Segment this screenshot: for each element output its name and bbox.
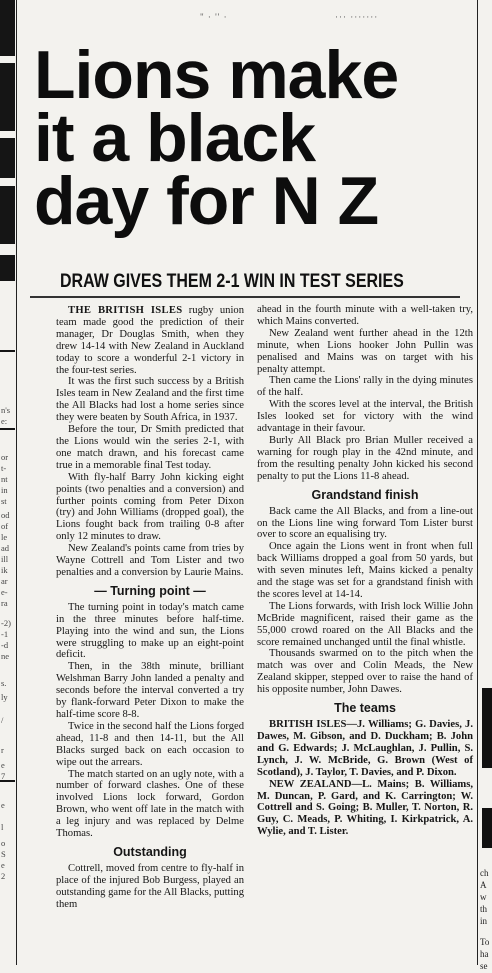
paragraph <box>56 305 244 376</box>
margin-fragment: ra <box>1 598 8 608</box>
ink-block <box>0 255 15 281</box>
paragraph: With fly-half Barry John kicking eight points (two penalties and a conversion) and further points coming from Peter Dixon (try) and John Williams (dropped goal), the Lions fought back from trailing 0-8 after only 12 minutes to draw. <box>56 471 244 543</box>
article-column-left <box>56 305 244 911</box>
margin-fragment: -2) <box>1 618 11 628</box>
margin-fragment: le <box>1 532 8 542</box>
paragraph: The match started on an ugly note, with a number of forward clashes. One of these involved Lions lock forward, Gordon Brown, who went off late in the match with a leg injury and was replaced by Delme Thomas. <box>56 768 244 840</box>
team-players: —L. Mains; B. Williams, M. Duncan, P. Gard, and K. Carrington; W. Cottrell and S. Going; B. Muller, T. Norton, R. Guy, C. Meads, P. Whiting, I. Kirkpatrick, A. Wylie, and T. Lister. <box>257 778 473 838</box>
subhead-rule <box>30 296 460 298</box>
margin-fragment: o <box>1 838 6 848</box>
ink-block <box>482 808 492 848</box>
headline-line: day for N Z <box>34 163 379 239</box>
margin-fragment: 2 <box>1 871 6 881</box>
team-list-new-zealand <box>257 779 473 839</box>
ink-block <box>0 138 15 178</box>
paragraph: Twice in the second half the Lions forged ahead, 11-8 and then 14-11, but the All Blacks surged back on each occasion to wipe out the arrears. <box>56 720 244 768</box>
paragraph: Thousands swarmed on to the pitch when the match was over and Colin Meads, the New Zealand skipper, stepped over to raise the hand of his opposite number, John Dawes. <box>257 648 473 696</box>
margin-fragment: r <box>1 745 4 755</box>
ink-block <box>0 0 15 56</box>
paragraph: Before the tour, Dr Smith predicted that the Lions would win the series 2-1, with one match drawn, and his forecast came true in a memorable final Test today. <box>56 424 244 471</box>
top-scribble: ··· ······· <box>335 12 379 22</box>
margin-fragment: ha <box>480 949 489 959</box>
margin-fragment: ly <box>1 692 8 702</box>
left-adjacent-column <box>0 0 17 965</box>
ink-block <box>0 186 15 244</box>
margin-fragment: t- <box>1 463 7 473</box>
margin-fragment: l <box>1 822 4 832</box>
paragraph: ahead in the fourth minute with a well-taken try, which Mains converted. <box>257 304 473 327</box>
team-players: —J. Williams; G. Davies, J. Dawes, M. Gibson, and D. Duckham; B. John and G. Edwards; J. McLaughlan, J. Pullin, S. Lynch, J. W. McBride, G. Brown (West of Scotland), J. Taylor, T. Davies, and P. Dixon. <box>257 719 473 778</box>
margin-fragment: w <box>480 892 487 902</box>
margin-fragment: ill <box>1 554 9 564</box>
paragraph: The turning point in today's match came in the three minutes before half-time. Playing into the wind and sun, the Lions were struggling to make up an eight-point deficit. <box>56 601 244 661</box>
margin-fragment: -d <box>1 640 9 650</box>
headline <box>34 37 474 239</box>
margin-fragment: in <box>1 485 8 495</box>
margin-fragment: th <box>480 904 488 914</box>
crosshead-grandstand-finish: Grandstand finish <box>311 487 419 502</box>
team-list-british-isles <box>257 719 473 779</box>
paragraph: Once again the Lions went in front when full back Williams dropped a goal from 50 yards, but with seven minutes left, Mains kicked a penalty and the stage was set for a grandstand finish with the scores level at 14-14. <box>257 541 473 600</box>
margin-fragment: A <box>480 880 487 890</box>
team-label: BRITISH ISLES <box>269 719 347 731</box>
margin-fragment: of <box>1 521 9 531</box>
paragraph: It was the first such success by a British Isles team in New Zealand and the first time the All Blacks had lost a home series since they were beaten by South Africa, in 1937. <box>56 376 244 424</box>
margin-fragment: e: <box>1 416 8 426</box>
margin-fragment: e- <box>1 587 8 597</box>
paragraph: Cottrell, moved from centre to fly-half in place of the injured Bob Burgess, played an outstanding game for the All Blacks, putting them <box>56 862 245 910</box>
margin-fragment: s. <box>1 678 7 688</box>
headline-line: it a black <box>34 100 316 176</box>
margin-fragment: nt <box>1 474 8 484</box>
paragraph: Then, in the 38th minute, brilliant Welshman Barry John landed a penalty and seconds before the interval converted a try by flank-forward Peter Dixon to make the half-time score 8-8. <box>56 661 244 720</box>
top-scribble: " · '' · <box>200 12 228 22</box>
right-adjacent-column <box>477 0 492 971</box>
margin-fragment: e <box>1 800 5 810</box>
paragraph: With the scores level at the interval, the British Isles looked set for victory with the wind advantage in their favour. <box>257 399 473 435</box>
lead-caps: THE BRITISH ISLES <box>68 305 183 316</box>
ink-block <box>0 63 15 131</box>
crosshead-text: Turning point <box>110 583 190 598</box>
margin-fragment: e <box>1 860 5 870</box>
paragraph-text: rugby union team made good the prediction of their manager, Dr Douglas Smith, when they drew 14-14 with New Zealand in Auckland today to score a wonderful 2-1 victory in the four-test series. <box>56 305 244 376</box>
margin-fragment: in <box>480 916 488 926</box>
margin-fragment: od <box>1 510 10 520</box>
subheadline: DRAW GIVES THEM 2-1 WIN IN TEST SERIES <box>60 270 404 292</box>
paragraph: New Zealand's points came from tries by Wayne Cottrell and Tom Lister and two penalties and a conversion by Laurie Mains. <box>56 543 244 578</box>
margin-fragment: n's <box>1 405 11 415</box>
margin-fragment: S <box>1 849 6 859</box>
margin-fragment: e <box>1 760 5 770</box>
margin-fragment: ch <box>480 868 489 878</box>
margin-fragment: st <box>1 496 7 506</box>
margin-fragment: 7 <box>1 771 6 781</box>
margin-fragment: or <box>1 452 9 462</box>
margin-fragment: ar <box>1 576 8 586</box>
paragraph: Burly All Black pro Brian Muller received a warning for rough play in the 42nd minute, and from the resulting penalty John kicked his second penalty to put the Lions 11-8 ahead. <box>257 434 473 482</box>
margin-fragment: -1 <box>1 629 9 639</box>
paragraph: New Zealand went further ahead in the 12th minute, when Lions hooker John Pullin was penalised and Mains was on target with his penalty attempt. <box>257 327 473 375</box>
margin-fragment: ik <box>1 565 8 575</box>
team-label: NEW ZEALAND <box>269 778 352 790</box>
paragraph: Back came the All Blacks, and from a line-out on the Lions line wing forward Tom Lister burst over to score an equalising try. <box>257 505 473 541</box>
headline-line: Lions make <box>34 37 399 113</box>
margin-fragment: / <box>1 715 4 725</box>
crosshead-turning-point: — Turning point — <box>94 583 206 598</box>
margin-fragment: To <box>480 937 490 947</box>
crosshead-the-teams: The teams <box>334 701 396 716</box>
paragraph: Then came the Lions' rally in the dying minutes of the half. <box>257 375 473 399</box>
paragraph: The Lions forwards, with Irish lock Willie John McBride magnificent, raised their game as the 55,000 crowd roared on the All Blacks and the score remained unchanged until the final whistle. <box>257 600 473 648</box>
margin-fragment: ad <box>1 543 10 553</box>
rule <box>0 428 15 430</box>
margin-fragment: se <box>480 961 488 971</box>
margin-fragment: ne <box>1 651 10 661</box>
rule <box>0 350 15 352</box>
article-column-right <box>257 304 473 838</box>
ink-block <box>482 688 492 768</box>
crosshead-outstanding: Outstanding <box>113 844 187 859</box>
